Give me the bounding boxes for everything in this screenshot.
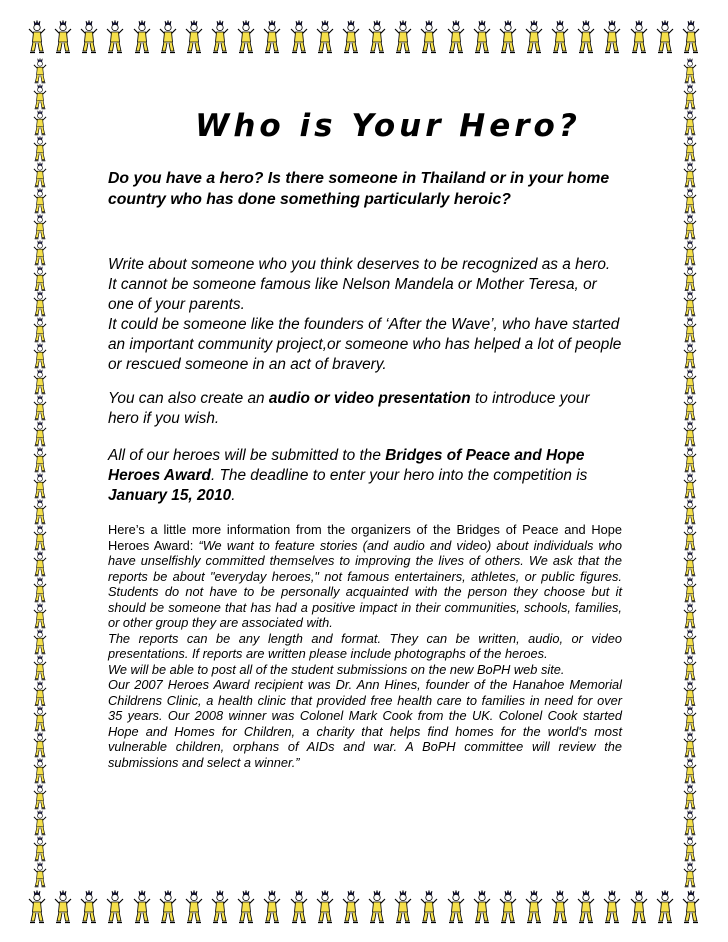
cartoon-figure-icon (30, 421, 50, 447)
cartoon-figure-icon (288, 20, 310, 54)
border-left (28, 58, 52, 888)
cartoon-figure-icon (30, 214, 50, 240)
instructions-text-b: It could be someone like the founders of ‘After the Wave’, who have started an important community project,or someone who has helped a lot of people or rescued someone in an act of bravery. (108, 316, 622, 373)
cartoon-figure-icon (471, 20, 493, 54)
cartoon-figure-icon (680, 343, 700, 369)
cartoon-figure-icon (680, 421, 700, 447)
cartoon-figure-icon (523, 890, 545, 924)
cartoon-figure-icon (654, 20, 676, 54)
cartoon-figure-icon (30, 655, 50, 681)
cartoon-figure-icon (601, 890, 623, 924)
cartoon-figure-icon (680, 629, 700, 655)
cartoon-figure-icon (30, 706, 50, 732)
cartoon-figure-icon (497, 890, 519, 924)
cartoon-figure-icon (30, 499, 50, 525)
border-bottom (26, 888, 702, 924)
cartoon-figure-icon (680, 266, 700, 292)
cartoon-figure-icon (30, 862, 50, 888)
cartoon-figure-icon (30, 758, 50, 784)
cartoon-figure-icon (575, 20, 597, 54)
cartoon-figure-icon (340, 890, 362, 924)
cartoon-figure-icon (680, 681, 700, 707)
border-top (26, 18, 702, 54)
cartoon-figure-icon (680, 110, 700, 136)
cartoon-figure-icon (30, 603, 50, 629)
cartoon-figure-icon (680, 214, 700, 240)
cartoon-figure-icon (26, 20, 48, 54)
cartoon-figure-icon (680, 758, 700, 784)
organizer-quote-line2: The reports can be any length and format. They can be written, audio, or video presentations. If reports are written please include photographs of the heroes. (108, 630, 622, 661)
cartoon-figure-icon (131, 20, 153, 54)
cartoon-figure-icon (30, 395, 50, 421)
cartoon-figure-icon (104, 890, 126, 924)
cartoon-figure-icon (654, 890, 676, 924)
cartoon-figure-icon (261, 890, 283, 924)
cartoon-figure-icon (680, 291, 700, 317)
cartoon-figure-icon (157, 20, 179, 54)
instructions-paragraph (108, 255, 622, 375)
cartoon-figure-icon (392, 20, 414, 54)
cartoon-figure-icon (680, 447, 700, 473)
cartoon-figure-icon (523, 20, 545, 54)
cartoon-figure-icon (680, 499, 700, 525)
cartoon-figure-icon (30, 188, 50, 214)
cartoon-figure-icon (30, 732, 50, 758)
intro-question: Do you have a hero? Is there someone in Thailand or in your home country who has done something particularly heroic? (108, 170, 610, 208)
cartoon-figure-icon (680, 551, 700, 577)
cartoon-figure-icon (680, 317, 700, 343)
cartoon-figure-icon (680, 732, 700, 758)
cartoon-figure-icon (471, 890, 493, 924)
cartoon-figure-icon (680, 655, 700, 681)
cartoon-figure-icon (30, 836, 50, 862)
cartoon-figure-icon (235, 890, 257, 924)
cartoon-figure-icon (30, 681, 50, 707)
cartoon-figure-icon (52, 20, 74, 54)
cartoon-figure-icon (680, 577, 700, 603)
cartoon-figure-icon (183, 890, 205, 924)
cartoon-figure-icon (314, 890, 336, 924)
cartoon-figure-icon (680, 810, 700, 836)
cartoon-figure-icon (680, 836, 700, 862)
page-title: Who is Your Hero? (195, 108, 581, 144)
cartoon-figure-icon (680, 862, 700, 888)
cartoon-figure-icon (680, 473, 700, 499)
award-name: Bridges of Peace and Hope Heroes Award (108, 447, 585, 484)
cartoon-figure-icon (680, 890, 702, 924)
organizer-quote-line3: We will be able to post all of the student submissions on the new BoPH web site. (108, 661, 565, 677)
organizer-intro: Here’s a little more information from the organizers of the Bridges of Peace and Hope Heroes Award: (108, 522, 622, 553)
cartoon-figure-icon (549, 890, 571, 924)
cartoon-figure-icon (30, 291, 50, 317)
cartoon-figure-icon (366, 20, 388, 54)
cartoon-figure-icon (680, 395, 700, 421)
cartoon-figure-icon (30, 110, 50, 136)
organizer-quote-line4: Our 2007 Heroes Award recipient was Dr. Ann Hines, founder of the Hanahoe Memorial Childrens Clinic, a health clinic that provided free health care to families in need for over 35 years. Our 2008 winner was Colonel Mark Cook from the UK. Colonel Cook started Hope and Homes for Children, a charity that helps find homes for the world's most vulnerable children, orphans of AIDs and war. A BoPH committee will review the submissions and select a winner.” (108, 677, 622, 770)
instructions-text-a: Write about someone who you think deserves to be recognized as a hero. It cannot be someone famous like Nelson Mandela or Mother Teresa, or one of your parents. (108, 256, 611, 313)
cartoon-figure-icon (680, 162, 700, 188)
cartoon-figure-icon (157, 890, 179, 924)
cartoon-figure-icon (680, 136, 700, 162)
presentation-text-post: to introduce your hero if you wish. (108, 390, 590, 427)
cartoon-figure-icon (30, 240, 50, 266)
cartoon-figure-icon (601, 20, 623, 54)
award-text-end: . (231, 487, 236, 504)
cartoon-figure-icon (445, 890, 467, 924)
cartoon-figure-icon (104, 20, 126, 54)
cartoon-figure-icon (26, 890, 48, 924)
cartoon-figure-icon (680, 706, 700, 732)
cartoon-figure-icon (78, 890, 100, 924)
cartoon-figure-icon (680, 84, 700, 110)
cartoon-figure-icon (549, 20, 571, 54)
cartoon-figure-icon (30, 58, 50, 84)
award-paragraph (108, 446, 622, 506)
organizer-info-paragraph (108, 522, 622, 770)
cartoon-figure-icon (680, 603, 700, 629)
cartoon-figure-icon (209, 890, 231, 924)
cartoon-figure-icon (30, 266, 50, 292)
cartoon-figure-icon (628, 890, 650, 924)
award-text-pre: All of our heroes will be submitted to the (108, 447, 386, 464)
cartoon-figure-icon (392, 890, 414, 924)
deadline-date: January 15, 2010 (108, 487, 232, 504)
cartoon-figure-icon (418, 890, 440, 924)
cartoon-figure-icon (30, 473, 50, 499)
cartoon-figure-icon (30, 551, 50, 577)
award-text-mid: . The deadline to enter your hero into the competition is (210, 467, 588, 484)
cartoon-figure-icon (261, 20, 283, 54)
cartoon-figure-icon (30, 369, 50, 395)
cartoon-figure-icon (680, 240, 700, 266)
cartoon-figure-icon (575, 890, 597, 924)
cartoon-figure-icon (78, 20, 100, 54)
cartoon-figure-icon (680, 188, 700, 214)
cartoon-figure-icon (30, 784, 50, 810)
cartoon-figure-icon (30, 525, 50, 551)
cartoon-figure-icon (131, 890, 153, 924)
presentation-text-bold: audio or video presentation (268, 390, 471, 407)
cartoon-figure-icon (30, 577, 50, 603)
cartoon-figure-icon (30, 84, 50, 110)
cartoon-figure-icon (52, 890, 74, 924)
cartoon-figure-icon (680, 525, 700, 551)
cartoon-figure-icon (30, 343, 50, 369)
border-right (678, 58, 702, 888)
cartoon-figure-icon (680, 369, 700, 395)
cartoon-figure-icon (30, 629, 50, 655)
cartoon-figure-icon (340, 20, 362, 54)
cartoon-figure-icon (314, 20, 336, 54)
cartoon-figure-icon (497, 20, 519, 54)
cartoon-figure-icon (30, 447, 50, 473)
cartoon-figure-icon (30, 136, 50, 162)
cartoon-figure-icon (628, 20, 650, 54)
cartoon-figure-icon (366, 890, 388, 924)
cartoon-figure-icon (30, 317, 50, 343)
cartoon-figure-icon (418, 20, 440, 54)
cartoon-figure-icon (183, 20, 205, 54)
presentation-paragraph (108, 389, 622, 429)
cartoon-figure-icon (209, 20, 231, 54)
presentation-text-pre: You can also create an (108, 390, 269, 407)
cartoon-figure-icon (680, 784, 700, 810)
cartoon-figure-icon (445, 20, 467, 54)
cartoon-figure-icon (680, 58, 700, 84)
cartoon-figure-icon (30, 810, 50, 836)
cartoon-figure-icon (680, 20, 702, 54)
cartoon-figure-icon (235, 20, 257, 54)
organizer-quote: “We want to feature stories (and audio and video) about individuals who have unselfishly committed themselves to improving the lives of others. We ask that the reports be about "everyday heroes," not famous entertainers, athletes, or public figures. Students do not have to be personally acquainted with the person they choose but it should be someone that has had a positive impact in their communities, schools, families, or other group they are associated with. (108, 537, 622, 630)
cartoon-figure-icon (288, 890, 310, 924)
cartoon-figure-icon (30, 162, 50, 188)
